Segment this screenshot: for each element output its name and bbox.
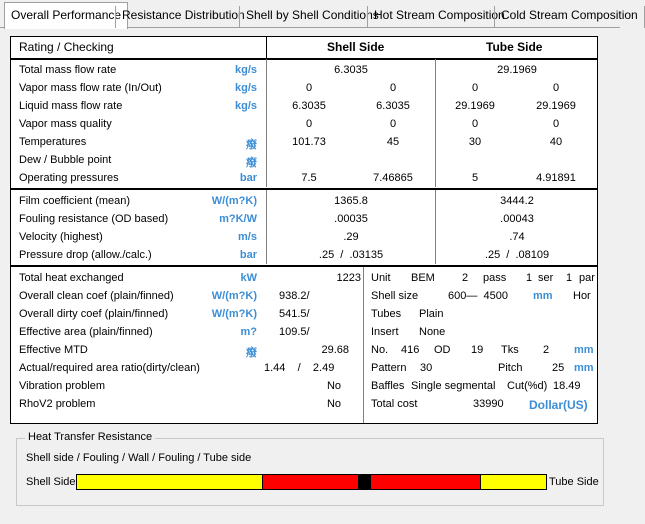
tube-in-value: 29.1969 <box>455 100 495 112</box>
pattern-value: 30 <box>420 362 433 374</box>
row-label: Overall clean coef (plain/finned) <box>19 290 174 302</box>
shell-side-label: Shell Side <box>26 476 76 488</box>
row-label: Overall dirty coef (plain/finned) <box>19 308 169 320</box>
ser-count: 1 <box>526 272 533 284</box>
row-label: Total heat exchanged <box>19 272 124 284</box>
baffles-label: Baffles <box>371 380 405 392</box>
tube-side-segment <box>480 475 546 489</box>
shell-size-label: Shell size <box>371 290 419 302</box>
total-mass-flow-label: Total mass flow rate <box>19 64 117 76</box>
baffles-value: Single segmental <box>411 380 496 392</box>
tks-value: 2 <box>543 344 550 356</box>
shell-in-value: 7.5 <box>301 172 317 184</box>
tube-out-value: 40 <box>549 136 563 148</box>
row-label: Effective area (plain/finned) <box>19 326 153 338</box>
row-label: Vibration problem <box>19 380 106 392</box>
row-unit: kg/s <box>234 100 257 112</box>
shell-out-value: 45 <box>386 136 400 148</box>
tube-out-value: 4.91891 <box>536 172 576 184</box>
row-value: 29.68 <box>321 344 349 356</box>
od-label: OD <box>434 344 451 356</box>
tube-value: .74 <box>509 231 525 243</box>
row-value: No <box>326 380 341 392</box>
row-unit: bar <box>239 249 257 261</box>
tks-label: Tks <box>501 344 519 356</box>
row-unit: m?K/W <box>219 213 257 225</box>
row-value: 109.5/ <box>279 326 310 338</box>
shell-size-unit: mm <box>533 290 553 302</box>
tube-in-value: 0 <box>471 118 479 130</box>
row-unit: W/(m?K) <box>211 195 257 207</box>
unit-label: Unit <box>371 272 391 284</box>
tube-out-value: 0 <box>552 82 560 94</box>
row-label: Pressure drop (allow./calc.) <box>19 249 152 261</box>
row-label: Operating pressures <box>19 172 119 184</box>
shell-in-value: 0 <box>305 118 313 130</box>
cut-value: 18.49 <box>553 380 581 392</box>
shell-out-value: 7.46865 <box>373 172 413 184</box>
tube-side-header: Tube Side <box>486 40 543 54</box>
tube-in-value: 5 <box>471 172 479 184</box>
row-unit: 癈 <box>246 157 257 169</box>
tube-in-value: 0 <box>471 82 479 94</box>
shell-in-value: 0 <box>305 82 313 94</box>
tube-out-value: 0 <box>552 118 560 130</box>
tab-cold-stream-composition[interactable]: Cold Stream Composition <box>494 6 645 28</box>
shell-in-value: 6.3035 <box>292 100 326 112</box>
tab-resistance-distribution[interactable]: Resistance Distribution <box>115 6 251 28</box>
tube-fouling-segment <box>370 475 480 489</box>
par-count: 1 <box>566 272 573 284</box>
shell-value: .25 / .03135 <box>318 249 384 261</box>
row-label: Effective MTD <box>19 344 88 356</box>
wall-segment <box>358 475 370 489</box>
shell-out-value: 0 <box>389 118 397 130</box>
tab-bar <box>0 0 638 28</box>
cost-label: Total cost <box>371 398 418 410</box>
unit-value: BEM <box>411 272 435 284</box>
shell-value: .00035 <box>334 213 368 225</box>
tube-value: .00043 <box>500 213 534 225</box>
ser-label: ser <box>538 272 554 284</box>
row-label: Velocity (highest) <box>19 231 103 243</box>
row-label: Temperatures <box>19 136 87 148</box>
tab-shell-by-shell[interactable]: Shell by Shell Conditions <box>239 6 385 28</box>
heat-transfer-resistance-group <box>16 431 604 506</box>
tks-unit: mm <box>574 344 594 356</box>
tube-out-value: 29.1969 <box>536 100 576 112</box>
row-unit: 癈 <box>246 347 257 359</box>
tubes-label: Tubes <box>371 308 402 320</box>
cut-label: Cut(%d) <box>507 380 548 392</box>
overall-performance-panel <box>10 36 598 424</box>
group-title: Heat Transfer Resistance <box>25 431 155 443</box>
pass-count: 2 <box>462 272 469 284</box>
shell-side-segment <box>77 475 262 489</box>
pattern-label: Pattern <box>371 362 407 374</box>
row-unit: kg/s <box>234 82 257 94</box>
row-value: 1223 <box>336 272 361 284</box>
tube-value: .25 / .08109 <box>484 249 550 261</box>
shell-in-value: 101.73 <box>292 136 326 148</box>
row-label: RhoV2 problem <box>19 398 96 410</box>
tube-in-value: 30 <box>468 136 482 148</box>
no-value: 416 <box>401 344 420 356</box>
orientation-value: Hor <box>573 290 591 302</box>
row-label: Actual/required area ratio(dirty/clean) <box>19 362 200 374</box>
row-unit: 癈 <box>246 139 257 151</box>
total-mass-flow-tube: 29.1969 <box>497 64 537 76</box>
row-unit: W/(m?K) <box>211 308 257 320</box>
shell-out-value: 0 <box>389 82 397 94</box>
shell-side-header: Shell Side <box>327 40 385 54</box>
shell-size-value: 600— 4500 <box>448 290 508 302</box>
mode-label: Rating / Checking <box>19 40 114 54</box>
tube-value: 3444.2 <box>500 195 534 207</box>
od-value: 19 <box>471 344 484 356</box>
tab-overall-performance[interactable]: Overall Performance <box>4 2 128 29</box>
shell-value: 1365.8 <box>334 195 368 207</box>
row-unit: m? <box>240 326 257 338</box>
row-label: Film coefficient (mean) <box>19 195 131 207</box>
insert-value: None <box>419 326 446 338</box>
row-value: 541.5/ <box>279 308 310 320</box>
insert-label: Insert <box>371 326 399 338</box>
row-label: Vapor mass quality <box>19 118 112 130</box>
row-value: 1.44 / 2.49 <box>264 362 335 374</box>
shell-value: .29 <box>343 231 359 243</box>
row-label: Vapor mass flow rate (In/Out) <box>19 82 162 94</box>
total-mass-flow-unit: kg/s <box>234 64 257 76</box>
pitch-label: Pitch <box>498 362 523 374</box>
pass-label: pass <box>483 272 507 284</box>
total-mass-flow-shell: 6.3035 <box>334 64 368 76</box>
row-value: 938.2/ <box>279 290 310 302</box>
shell-fouling-segment <box>262 475 358 489</box>
par-label: par <box>579 272 595 284</box>
cost-unit: Dollar(US) <box>529 398 588 412</box>
tube-side-label: Tube Side <box>549 476 599 488</box>
no-label: No. <box>371 344 389 356</box>
cost-value: 33990 <box>473 398 504 410</box>
row-value: No <box>326 398 341 410</box>
pitch-unit: mm <box>574 362 594 374</box>
row-unit: m/s <box>238 231 257 243</box>
row-unit: W/(m?K) <box>211 290 257 302</box>
resistance-bar <box>76 474 547 490</box>
row-unit: kW <box>240 272 257 284</box>
pitch-value: 25 <box>552 362 565 374</box>
row-label: Liquid mass flow rate <box>19 100 123 112</box>
shell-out-value: 6.3035 <box>376 100 410 112</box>
resistance-subtitle: Shell side / Fouling / Wall / Fouling / Tube side <box>26 452 252 464</box>
tab-hot-stream-composition[interactable]: Hot Stream Composition <box>367 6 511 28</box>
tubes-value: Plain <box>419 308 444 320</box>
row-unit: bar <box>239 172 257 184</box>
row-label: Fouling resistance (OD based) <box>19 213 169 225</box>
row-label: Dew / Bubble point <box>19 154 112 166</box>
